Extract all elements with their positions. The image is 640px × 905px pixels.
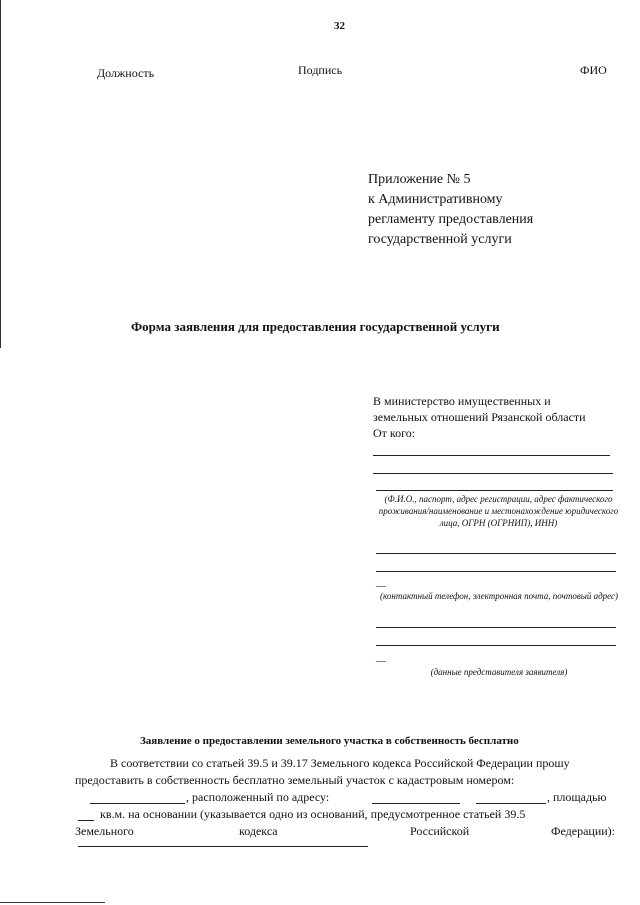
appendix-line-4: государственной услуги: [368, 232, 512, 247]
page-number: 32: [334, 20, 345, 32]
statement-line-5a: Земельного: [75, 824, 134, 838]
footer-bar: [0, 902, 105, 903]
appendix-line-1: Приложение № 5: [368, 172, 471, 187]
representative-line-2[interactable]: [376, 645, 616, 646]
representative-dash: __: [376, 652, 386, 663]
statement-line-3a: , расположенный по адресу:: [186, 790, 330, 804]
area-field[interactable]: [78, 820, 94, 821]
addressee-block: [373, 393, 623, 441]
cadastral-number-field[interactable]: [90, 803, 185, 804]
contact-line-2[interactable]: [376, 571, 616, 572]
address-field-1[interactable]: [372, 803, 460, 804]
contact-dash: __: [376, 577, 386, 588]
statement-line-5b: кодекса: [239, 824, 278, 838]
statement-line-5d: Федерации):: [551, 824, 616, 838]
statement-title: Заявление о предоставлении земельного участка в собственность бесплатно: [140, 735, 519, 747]
signature-position-label: Должность: [97, 66, 155, 80]
contacts-hint: (контактный телефон, электронная почта, почтовый адрес): [380, 591, 619, 601]
representative-line-1[interactable]: [376, 627, 616, 628]
statement-line-3b: , площадью: [547, 790, 607, 804]
signature-name-label: ФИО: [580, 63, 607, 77]
address-field-2[interactable]: [476, 803, 546, 804]
applicant-hint: (Ф.И.О., паспорт, адрес регистрации, адрес фактического проживания/наименование и местонахождение юридического лица, ОГРН (ОГРНИП), ИНН): [378, 494, 619, 528]
addressee-line-2: земельных отношений Рязанской области: [373, 410, 586, 424]
appendix-line-2: к Административному: [368, 192, 503, 207]
basis-field[interactable]: [78, 846, 368, 847]
form-title: Форма заявления для предоставления государственной услуги: [131, 319, 500, 334]
representative-hint: (данные представителя заявителя): [430, 667, 568, 677]
applicant-line-2[interactable]: [373, 473, 613, 474]
contact-line-1[interactable]: [376, 553, 616, 554]
applicant-line-3[interactable]: [376, 490, 613, 491]
addressee-from: От кого:: [373, 426, 416, 440]
signature-label: Подпись: [298, 63, 343, 77]
statement-line-2: предоставить в собственность бесплатно земельный участок с кадастровым номером:: [75, 773, 515, 787]
left-margin-bar: [0, 0, 1, 348]
addressee-line-1: В министерство имущественных и: [373, 394, 551, 408]
appendix-note: [368, 170, 618, 250]
statement-line-1: В соответствии со статьей 39.5 и 39.17 Земельного кодекса Российской Федерации прошу: [110, 756, 570, 770]
applicant-line-1[interactable]: [373, 455, 610, 456]
appendix-line-3: регламенту предоставления: [368, 212, 534, 227]
statement-line-4: кв.м. на основании (указывается одно из оснований, предусмотренное статьей 39.5: [100, 807, 526, 821]
statement-line-5c: Российской: [410, 824, 470, 838]
